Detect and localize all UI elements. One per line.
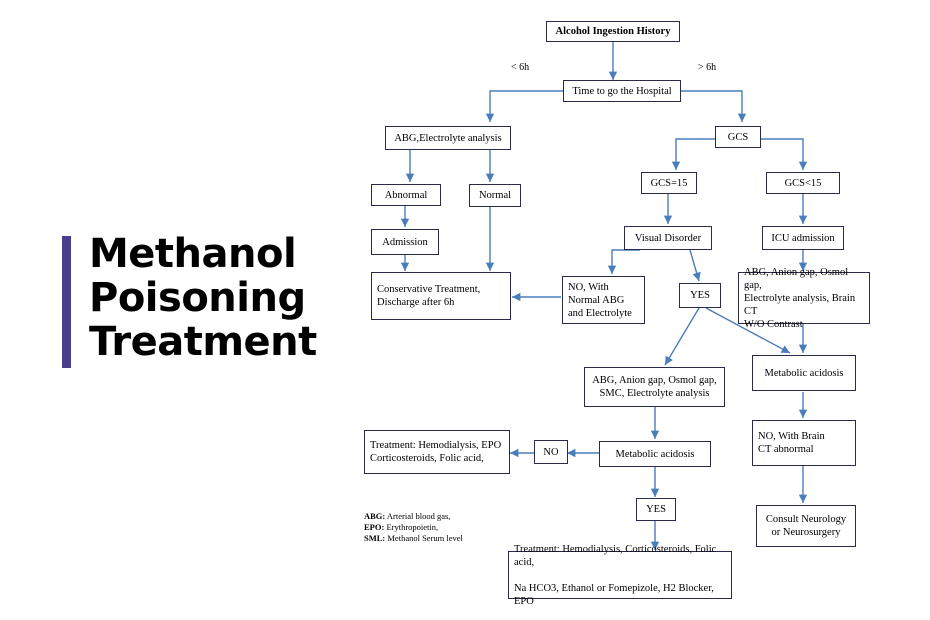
- node-label-line1: Conservative Treatment,: [377, 284, 481, 295]
- node-abg-anion-osmol-brainct: [738, 266, 870, 330]
- node-no-metabolic: [534, 440, 568, 464]
- node-label-line3: and Electrolyte: [568, 307, 632, 319]
- node-label: [370, 439, 504, 465]
- node-gcs-equal-15: [641, 172, 697, 194]
- node-label: [514, 543, 726, 608]
- node-label: Metabolic acidosis: [764, 367, 844, 379]
- legend-abbr-sml: SML:: [364, 533, 386, 543]
- node-label-line1: Treatment: Hemodialysis, EPO: [370, 440, 502, 451]
- node-abnormal: [371, 184, 441, 206]
- node-label-line2: Normal ABG: [568, 294, 625, 306]
- title-accent-bar: [62, 236, 71, 368]
- node-conservative-treatment: [371, 272, 511, 320]
- node-label: [377, 283, 505, 309]
- page-title-line1: Methanol: [89, 231, 297, 277]
- legend-text-abg: Arterial blood gas,: [386, 511, 451, 521]
- legend-row-sml: [364, 533, 463, 544]
- node-label-line2: Electrolyte analysis, Brain CT: [744, 292, 856, 317]
- legend-row-abg: [364, 511, 463, 522]
- node-label: GCS=15: [650, 177, 688, 189]
- node-metabolic-acidosis-center: [599, 441, 711, 467]
- edge-label-less-6h: < 6h: [511, 62, 530, 73]
- node-admission: [371, 229, 439, 255]
- node-label-line2: Discharge after 6h: [377, 297, 455, 308]
- node-label: Normal: [478, 190, 512, 201]
- node-label-line2: Corticosteroids, Folic acid,: [370, 453, 484, 464]
- node-label-line2: Na HCO3, Ethanol or Fomepizole, H2 Blocker, EPO: [514, 582, 714, 607]
- node-label: GCS: [727, 131, 749, 143]
- node-label: ICU admission: [771, 232, 835, 244]
- node-gcs-less-15: [766, 172, 840, 194]
- node-label: [744, 266, 864, 331]
- node-icu-admission: [762, 226, 844, 250]
- node-label: [758, 430, 850, 456]
- node-label: NO: [543, 446, 559, 458]
- legend-text-epo: Erythropoietin,: [386, 522, 439, 532]
- legend-abbr-epo: EPO:: [364, 522, 385, 532]
- node-label: [762, 513, 850, 539]
- node-label: [568, 281, 639, 320]
- node-label-line3: W/O Contrast: [744, 318, 803, 330]
- page-title: [89, 232, 317, 364]
- node-label: [590, 374, 719, 400]
- node-label-line1: ABG, Anion gap, Osmol gap,: [744, 266, 849, 291]
- node-label: Abnormal: [384, 189, 428, 201]
- legend-text-sml: Methanol Serum level: [387, 533, 463, 543]
- node-no-normal-abg: [562, 276, 645, 324]
- node-normal: [469, 184, 521, 207]
- node-label-line1: ABG, Anion gap, Osmol gap,: [592, 375, 717, 386]
- legend-abbr-abg: ABG:: [364, 511, 386, 521]
- abbreviation-legend: [364, 511, 463, 544]
- node-label: YES: [690, 290, 710, 301]
- node-metabolic-acidosis-right: [752, 355, 856, 391]
- node-label: Time to go the Hospital: [572, 85, 672, 97]
- node-no-brain-ct-abnormal: [752, 420, 856, 466]
- node-label: Metabolic acidosis: [615, 448, 695, 460]
- legend-row-epo: [364, 522, 463, 533]
- node-label: YES: [646, 504, 666, 515]
- node-label: GCS<15: [784, 177, 822, 189]
- node-alcohol-ingestion-history: [546, 21, 680, 42]
- node-treatment-hemodialysis-epo: [364, 430, 510, 474]
- node-label: ABG,Electrolyte analysis: [394, 132, 502, 144]
- node-yes-visual: [679, 283, 721, 308]
- node-label-line1: Treatment: Hemodialysis, Corticosteroids, Folic acid,: [514, 543, 717, 568]
- node-abg-anion-osmol-smc: [584, 367, 725, 407]
- page-title-line2: Poisoning: [89, 275, 306, 321]
- page-title-line3: Treatment: [89, 319, 317, 365]
- node-yes-metabolic: [636, 498, 676, 521]
- node-label-line2: SMC, Electrolyte analysis: [599, 388, 710, 399]
- node-label-line1: NO, With: [568, 281, 609, 293]
- node-treatment-full: [508, 543, 732, 607]
- title-block: [62, 232, 352, 368]
- node-label-line2: or Neurosurgery: [771, 527, 841, 538]
- node-abg-electrolyte-analysis: [385, 126, 511, 150]
- node-label: Visual Disorder: [634, 232, 702, 244]
- node-label-line1: Consult Neurology: [765, 514, 847, 525]
- node-visual-disorder: [624, 226, 712, 250]
- node-label-line2: CT abnormal: [758, 444, 814, 455]
- node-consult-neurology: [756, 505, 856, 547]
- edge-label-more-6h: > 6h: [698, 62, 717, 73]
- node-gcs: [715, 126, 761, 148]
- node-label: Admission: [382, 236, 428, 248]
- node-label: Alcohol Ingestion History: [555, 26, 671, 37]
- node-label-line1: NO, With Brain: [758, 431, 825, 442]
- node-time-to-hospital: [563, 80, 681, 102]
